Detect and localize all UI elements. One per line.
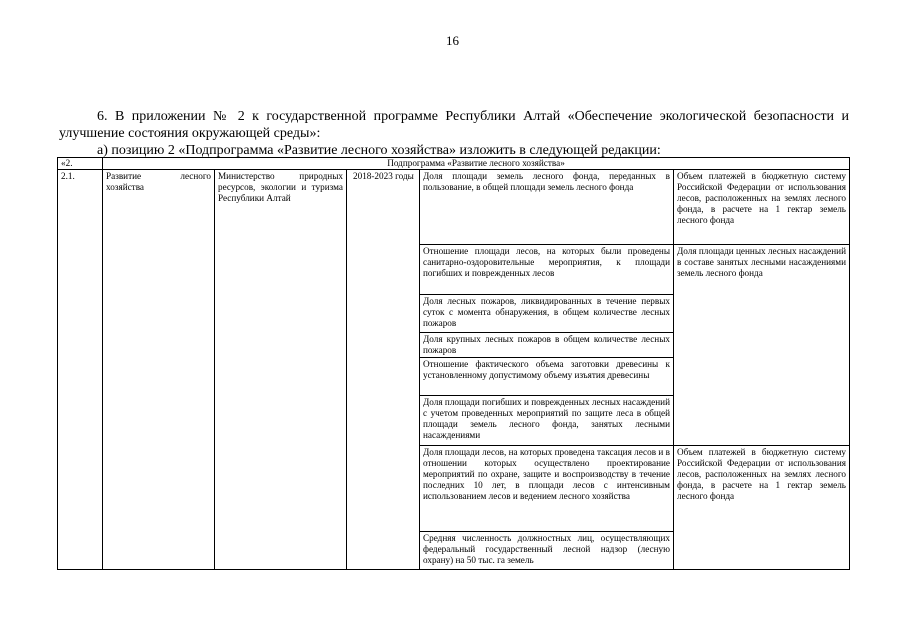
result-cell: Объем платежей в бюджетную систему Российской Федерации от использования лесов, расположенных на землях лесного фонда, в расчете на 1 гектар земель лесного фонда <box>674 446 850 570</box>
indicator-cell: Доля крупных лесных пожаров в общем количестве лесных пожаров <box>420 333 674 358</box>
indicator-cell: Отношение площади лесов, на которых были проведены санитарно-оздоровительные мероприятия, к площади погибших и поврежденных лесов <box>420 245 674 295</box>
row-period-cell: 2018-2023 годы <box>347 170 420 570</box>
subprogram-table <box>57 157 850 570</box>
result-cell: Объем платежей в бюджетную систему Российской Федерации от использования лесов, расположенных на землях лесного фонда, в расчете на 1 гектар земель лесного фонда <box>674 170 850 245</box>
page-number: 16 <box>446 33 459 48</box>
header-title-cell: Подпрограмма «Развитие лесного хозяйства» <box>103 158 850 170</box>
intro-paragraph: 6. В приложении № 2 к государственной программе Республики Алтай «Обеспечение экологической безопасности и улучшение состояния окружающей среды»: <box>59 109 849 141</box>
result-cell: Доля площади ценных лесных насаждений в составе занятых лесными насаждениями земель лесного фонда <box>674 245 850 446</box>
row-executor-cell: Министерство природных ресурсов, экологии и туризма Республики Алтай <box>215 170 347 570</box>
indicator-cell: Доля площади погибших и поврежденных лесных насаждений с учетом проведенных мероприятий по защите леса в общей площади земель лесного фонда, занятых лесными насаждениями <box>420 396 674 446</box>
table-header-row <box>58 158 850 170</box>
row-number-cell: 2.1. <box>58 170 103 570</box>
intro-subpoint: а) позицию 2 «Подпрограмма «Развитие лесного хозяйства» изложить в следующей редакции: <box>97 143 661 158</box>
row-name-text: Развитие лесного хозяйства <box>106 171 211 192</box>
indicator-cell: Отношение фактического объема заготовки древесины к установленному допустимому объему изъятия древесины <box>420 358 674 396</box>
indicator-cell: Доля площади лесов, на которых проведена таксация лесов и в отношении которых осуществлено проектирование мероприятий по охране, защите и воспроизводству в течение последних 10 лет, в площади лесов с интенсивным использованием лесов и ведением лесного хозяйства <box>420 446 674 532</box>
header-number-cell: «2. <box>58 158 103 170</box>
indicator-cell: Доля лесных пожаров, ликвидированных в течение первых суток с момента обнаружения, в общем количестве лесных пожаров <box>420 295 674 333</box>
row-name-cell <box>103 170 215 570</box>
table-row <box>58 170 850 245</box>
indicator-cell: Доля площади земель лесного фонда, переданных в пользование, в общей площади земель лесного фонда <box>420 170 674 245</box>
indicator-cell: Средняя численность должностных лиц, осуществляющих федеральный государственный лесной надзор (лесную охрану) на 50 тыс. га земель <box>420 532 674 570</box>
